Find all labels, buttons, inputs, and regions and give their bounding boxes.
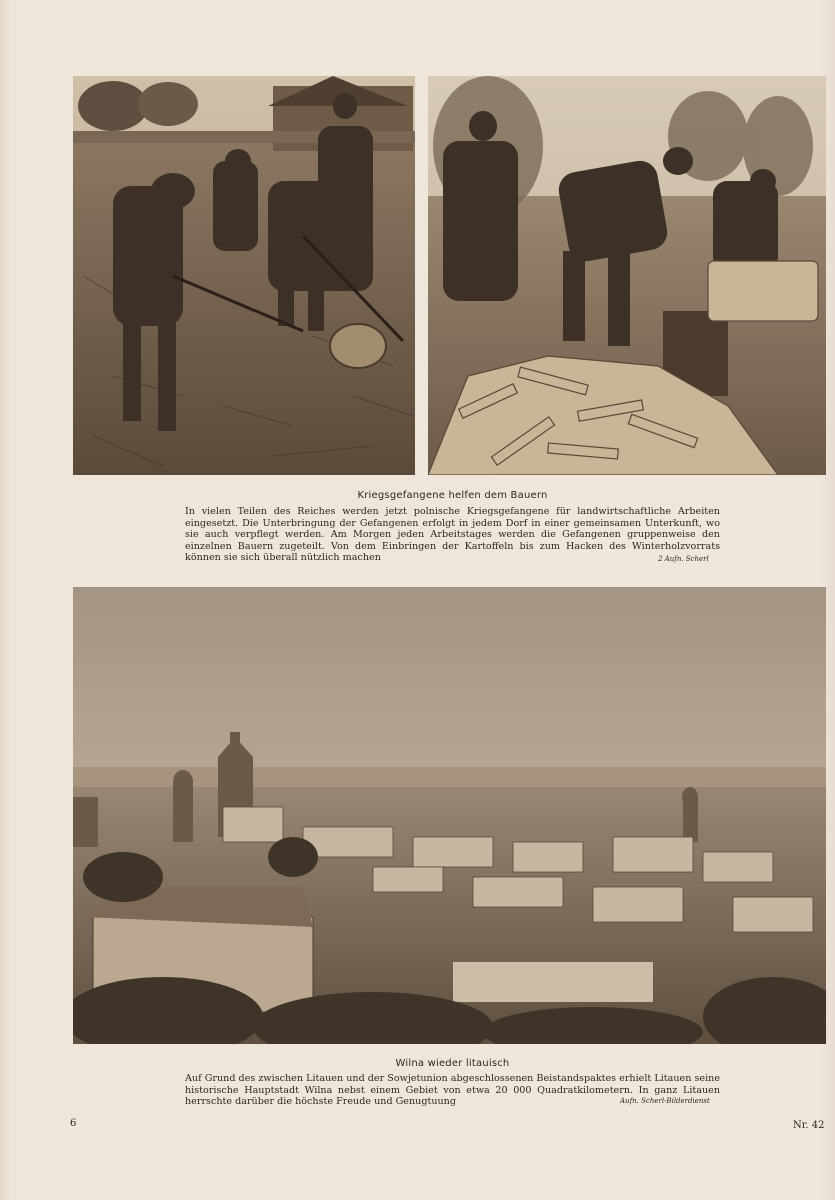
caption-body-wilna: Auf Grund des zwischen Litauen und der Sowjetunion abgeschlossenen Beistandspaktes erhielt Litauen seine historische Hauptstadt Wilna nebst einem Gebiet von etwa 20 000 Quadratkilometern. In ganz Litauen herrschte darüber die höchste Freude und Genugtuung [185,1073,720,1108]
caption-body-prisoners: In vielen Teilen des Reiches werden jetzt polnische Kriegsgefangene für landwirtschaftliche Arbeiten eingesetzt. Die Unterbringung der Gefangenen erfolgt in jedem Dorf in einer gemeinsamen Unterkunft, wo sie auch verpflegt werden. Am Morgen jeden Arbeitstages werden die Gefangenen gruppenweise den einzelnen Bauern zugeteilt. Von dem Einbringen der Kartoffeln bis zum Hacken des Winterholzvorrats können sie sich überall nützlich machen [185,506,720,564]
photo-credit-wilna: Aufn. Scherl-Bilderdienst [620,1097,710,1105]
photo-credit-prisoners: 2 Aufn. Scherl [658,555,709,563]
caption-title-prisoners: Kriegsgefangene helfen dem Bauern [357,490,548,501]
caption-title-wilna: Wilna wieder litauisch [395,1058,510,1069]
issue-number: Nr. 42 [793,1120,825,1131]
photo-wilna-panorama [73,587,826,1044]
page-number: 6 [70,1118,77,1129]
photo-potato-harvest [73,76,415,475]
photo-wood-chopping [428,76,826,475]
